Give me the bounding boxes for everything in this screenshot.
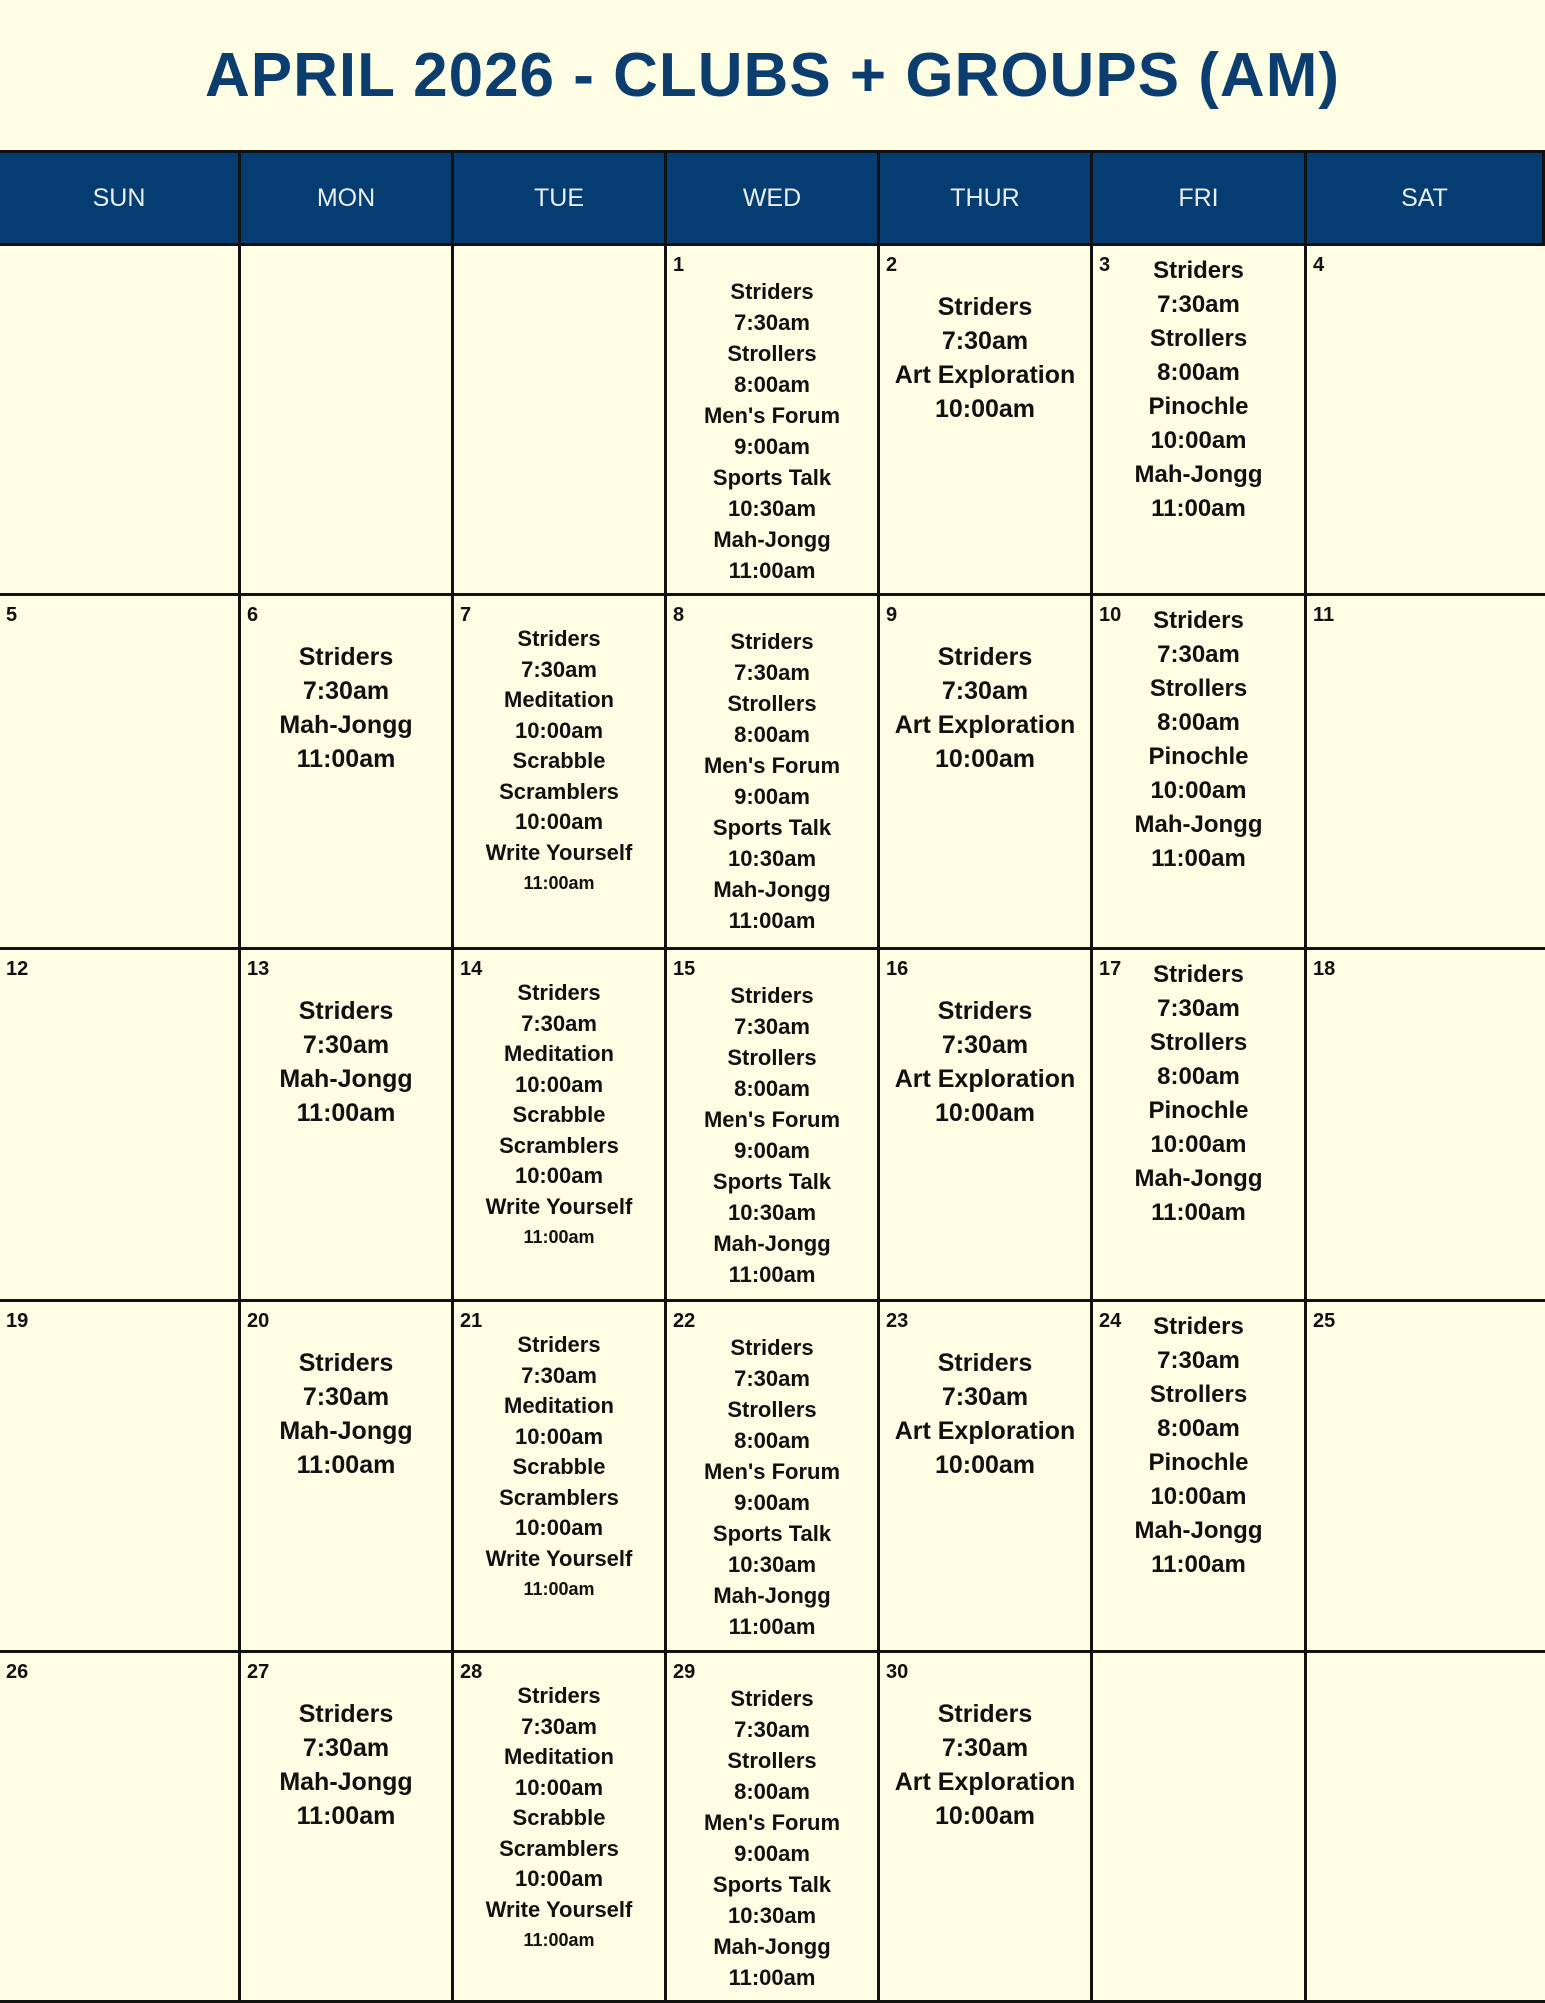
event-time: 11:00am bbox=[523, 873, 595, 893]
event-name: Pinochle bbox=[1148, 743, 1249, 770]
event-time: 11:00am bbox=[1151, 1199, 1246, 1226]
event-time: 10:00am bbox=[934, 1451, 1036, 1479]
event-name: Striders bbox=[730, 1335, 814, 1360]
event-list bbox=[667, 246, 877, 586]
event-name: Meditation bbox=[504, 1041, 614, 1066]
day-cell[interactable] bbox=[241, 596, 454, 950]
event-time: 10:00am bbox=[1150, 1131, 1247, 1158]
day-cell[interactable] bbox=[454, 246, 667, 596]
event-time: 10:00am bbox=[934, 745, 1036, 773]
event-time: 7:30am bbox=[941, 1734, 1029, 1762]
day-cell[interactable] bbox=[1093, 950, 1307, 1302]
event-time: 11:00am bbox=[1151, 495, 1246, 522]
date-number: 3 bbox=[1099, 254, 1111, 276]
event-time: 7:30am bbox=[521, 1362, 597, 1388]
event-time: 11:00am bbox=[296, 1099, 396, 1127]
day-header-wed: WED bbox=[667, 153, 880, 246]
day-cell[interactable] bbox=[1307, 1302, 1545, 1653]
day-cell[interactable] bbox=[880, 950, 1093, 1302]
day-cell[interactable] bbox=[667, 596, 880, 950]
event-name: Write Yourself bbox=[485, 839, 633, 865]
event-name: Mah-Jongg bbox=[713, 527, 831, 552]
event-time: 7:30am bbox=[521, 1713, 597, 1739]
event-time: 10:00am bbox=[514, 1423, 604, 1449]
event-time: 7:30am bbox=[302, 677, 390, 705]
event-list bbox=[880, 950, 1090, 1130]
date-number: 25 bbox=[1313, 1310, 1336, 1332]
day-header-tue: TUE bbox=[454, 153, 667, 246]
event-name: Mah-Jongg bbox=[1134, 1517, 1263, 1544]
day-cell[interactable] bbox=[241, 1302, 454, 1653]
event-time: 11:00am bbox=[296, 745, 396, 773]
day-cell[interactable] bbox=[1307, 246, 1545, 596]
event-time: 9:00am bbox=[734, 1138, 810, 1163]
date-number: 16 bbox=[886, 958, 909, 980]
event-name: Sports Talk bbox=[712, 465, 832, 490]
day-cell[interactable] bbox=[880, 1302, 1093, 1653]
event-time: 7:30am bbox=[1157, 641, 1240, 668]
day-cell[interactable] bbox=[241, 1653, 454, 2003]
event-name: Men's Forum bbox=[703, 1810, 841, 1835]
event-time: 7:30am bbox=[734, 310, 810, 335]
event-list bbox=[241, 596, 451, 776]
date-number: 11 bbox=[1313, 604, 1335, 626]
event-name: Pinochle bbox=[1148, 393, 1249, 420]
event-time: 8:00am bbox=[734, 722, 810, 747]
event-name: Striders bbox=[1153, 257, 1244, 284]
event-time: 10:00am bbox=[514, 1774, 604, 1800]
event-list bbox=[667, 950, 877, 1290]
event-name: Meditation bbox=[504, 1744, 614, 1769]
event-time: 11:00am bbox=[523, 1579, 595, 1599]
event-time: 11:00am bbox=[523, 1227, 595, 1247]
event-time: 7:30am bbox=[941, 1031, 1029, 1059]
event-name: Mah-Jongg bbox=[713, 1934, 831, 1959]
event-name: Scramblers bbox=[499, 1484, 619, 1510]
event-name: Art Exploration bbox=[894, 1768, 1076, 1796]
event-time: 7:30am bbox=[302, 1031, 390, 1059]
event-name: Meditation bbox=[504, 1393, 614, 1418]
event-list bbox=[241, 950, 451, 1130]
event-name: Mah-Jongg bbox=[1134, 1165, 1263, 1192]
event-list bbox=[454, 1302, 664, 1605]
day-cell[interactable] bbox=[0, 246, 241, 596]
date-number: 6 bbox=[247, 604, 259, 626]
event-list bbox=[667, 1653, 877, 1993]
event-name: Striders bbox=[517, 626, 601, 651]
event-name: Men's Forum bbox=[703, 753, 841, 778]
event-time: 7:30am bbox=[941, 1383, 1029, 1411]
event-name: Striders bbox=[517, 1683, 601, 1708]
event-name: Sports Talk bbox=[712, 1521, 832, 1546]
day-cell[interactable] bbox=[454, 1653, 667, 2003]
event-name: Striders bbox=[730, 629, 814, 654]
event-name: Strollers bbox=[1149, 325, 1248, 352]
event-name: Mah-Jongg bbox=[279, 711, 413, 739]
event-name: Art Exploration bbox=[894, 1417, 1076, 1445]
event-time: 7:30am bbox=[302, 1734, 390, 1762]
date-number: 14 bbox=[460, 958, 483, 980]
event-list bbox=[241, 1653, 451, 1833]
date-number: 19 bbox=[6, 1310, 29, 1332]
event-name: Striders bbox=[937, 1349, 1033, 1377]
date-number: 9 bbox=[886, 604, 898, 626]
day-cell[interactable] bbox=[667, 246, 880, 596]
day-cell[interactable] bbox=[880, 246, 1093, 596]
event-time: 7:30am bbox=[521, 1010, 597, 1036]
day-header-sat: SAT bbox=[1307, 153, 1545, 246]
event-name: Meditation bbox=[504, 687, 614, 712]
event-time: 11:00am bbox=[728, 1965, 816, 1990]
event-name: Scrabble bbox=[512, 1102, 606, 1127]
event-time: 9:00am bbox=[734, 434, 810, 459]
event-list bbox=[454, 596, 664, 899]
event-time: 9:00am bbox=[734, 1841, 810, 1866]
event-name: Pinochle bbox=[1148, 1449, 1249, 1476]
event-time: 8:00am bbox=[734, 1779, 810, 1804]
event-time: 11:00am bbox=[296, 1802, 396, 1830]
event-time: 11:00am bbox=[728, 558, 816, 583]
event-time: 10:30am bbox=[727, 1552, 817, 1577]
event-name: Striders bbox=[298, 1700, 394, 1728]
day-cell[interactable] bbox=[1093, 246, 1307, 596]
day-header-fri: FRI bbox=[1093, 153, 1307, 246]
event-time: 10:00am bbox=[514, 717, 604, 743]
event-name: Write Yourself bbox=[485, 1896, 633, 1922]
event-list bbox=[1093, 1302, 1304, 1582]
day-cell[interactable] bbox=[0, 1302, 241, 1653]
event-time: 7:30am bbox=[734, 1014, 810, 1039]
event-name: Art Exploration bbox=[894, 1065, 1076, 1093]
day-cell[interactable] bbox=[241, 950, 454, 1302]
event-time: 7:30am bbox=[1157, 995, 1240, 1022]
date-number: 22 bbox=[673, 1310, 696, 1332]
event-name: Strollers bbox=[1149, 1029, 1248, 1056]
event-time: 8:00am bbox=[734, 372, 810, 397]
day-header-mon: MON bbox=[241, 153, 454, 246]
event-time: 10:00am bbox=[1150, 1483, 1247, 1510]
date-number: 20 bbox=[247, 1310, 270, 1332]
day-cell[interactable] bbox=[241, 246, 454, 596]
event-name: Striders bbox=[298, 643, 394, 671]
event-list bbox=[241, 1302, 451, 1482]
event-time: 8:00am bbox=[1157, 709, 1240, 736]
event-list bbox=[667, 1302, 877, 1642]
day-cell[interactable] bbox=[454, 950, 667, 1302]
date-number: 17 bbox=[1099, 958, 1122, 980]
event-name: Scramblers bbox=[499, 778, 619, 804]
event-time: 11:00am bbox=[523, 1930, 595, 1950]
day-cell[interactable] bbox=[1307, 950, 1545, 1302]
day-cell[interactable] bbox=[454, 1302, 667, 1653]
event-time: 8:00am bbox=[734, 1076, 810, 1101]
event-name: Striders bbox=[1153, 607, 1244, 634]
event-name: Striders bbox=[298, 997, 394, 1025]
event-time: 7:30am bbox=[302, 1383, 390, 1411]
event-name: Write Yourself bbox=[485, 1193, 633, 1219]
day-cell[interactable] bbox=[1093, 1302, 1307, 1653]
date-number: 30 bbox=[886, 1661, 909, 1683]
event-list bbox=[880, 1653, 1090, 1833]
day-header-sun: SUN bbox=[0, 153, 241, 246]
date-number: 4 bbox=[1313, 254, 1325, 276]
date-number: 15 bbox=[673, 958, 696, 980]
day-cell[interactable] bbox=[1093, 1653, 1307, 2003]
event-time: 8:00am bbox=[1157, 359, 1240, 386]
day-cell[interactable] bbox=[880, 1653, 1093, 2003]
event-name: Strollers bbox=[727, 1748, 817, 1773]
event-time: 10:00am bbox=[514, 1071, 604, 1097]
event-name: Men's Forum bbox=[703, 1107, 841, 1132]
day-cell[interactable] bbox=[0, 1653, 241, 2003]
day-cell[interactable] bbox=[667, 1302, 880, 1653]
event-time: 7:30am bbox=[734, 1366, 810, 1391]
date-number: 12 bbox=[6, 958, 29, 980]
event-name: Striders bbox=[517, 980, 601, 1005]
event-list bbox=[880, 596, 1090, 776]
event-name: Mah-Jongg bbox=[713, 1231, 831, 1256]
event-time: 11:00am bbox=[728, 1614, 816, 1639]
date-number: 24 bbox=[1099, 1310, 1122, 1332]
event-time: 9:00am bbox=[734, 1490, 810, 1515]
event-name: Striders bbox=[730, 983, 814, 1008]
event-time: 10:00am bbox=[514, 1163, 604, 1188]
event-list bbox=[880, 1302, 1090, 1482]
event-name: Striders bbox=[517, 1332, 601, 1357]
event-name: Sports Talk bbox=[712, 815, 832, 840]
event-time: 10:00am bbox=[514, 1515, 604, 1540]
day-cell[interactable] bbox=[454, 596, 667, 950]
event-time: 7:30am bbox=[941, 327, 1029, 355]
event-time: 7:30am bbox=[941, 677, 1029, 705]
event-name: Strollers bbox=[727, 341, 817, 366]
event-time: 7:30am bbox=[1157, 1347, 1240, 1374]
date-number: 10 bbox=[1099, 604, 1122, 626]
date-number: 18 bbox=[1313, 958, 1336, 980]
day-cell[interactable] bbox=[1307, 596, 1545, 950]
event-name: Strollers bbox=[1149, 675, 1248, 702]
date-number: 8 bbox=[673, 604, 685, 626]
event-name: Strollers bbox=[1149, 1381, 1248, 1408]
event-name: Striders bbox=[937, 293, 1033, 321]
page-title: APRIL 2026 - CLUBS + GROUPS (AM) bbox=[205, 41, 1340, 110]
event-time: 11:00am bbox=[728, 908, 816, 933]
day-cell[interactable] bbox=[880, 596, 1093, 950]
event-name: Mah-Jongg bbox=[713, 1583, 831, 1608]
event-name: Sports Talk bbox=[712, 1872, 832, 1897]
event-time: 10:00am bbox=[1150, 427, 1247, 454]
date-number: 21 bbox=[460, 1310, 483, 1332]
date-number: 1 bbox=[673, 254, 685, 276]
event-time: 10:30am bbox=[727, 1200, 817, 1225]
event-name: Men's Forum bbox=[703, 403, 841, 428]
event-name: Scrabble bbox=[512, 1805, 606, 1830]
event-name: Write Yourself bbox=[485, 1545, 633, 1571]
event-list bbox=[667, 596, 877, 936]
event-name: Strollers bbox=[727, 691, 817, 716]
date-number: 27 bbox=[247, 1661, 270, 1683]
event-time: 10:00am bbox=[514, 1866, 604, 1891]
date-number: 13 bbox=[247, 958, 270, 980]
event-name: Striders bbox=[937, 1700, 1033, 1728]
event-name: Scrabble bbox=[512, 1454, 606, 1479]
date-number: 29 bbox=[673, 1661, 696, 1683]
event-name: Striders bbox=[730, 279, 814, 304]
event-time: 10:00am bbox=[934, 395, 1036, 423]
event-time: 7:30am bbox=[521, 656, 597, 682]
event-list bbox=[454, 1653, 664, 1956]
event-name: Art Exploration bbox=[894, 361, 1076, 389]
day-header-thur: THUR bbox=[880, 153, 1093, 246]
event-time: 10:30am bbox=[727, 1903, 817, 1928]
event-time: 8:00am bbox=[1157, 1063, 1240, 1090]
event-time: 8:00am bbox=[734, 1428, 810, 1453]
event-time: 11:00am bbox=[1151, 1551, 1246, 1578]
event-time: 11:00am bbox=[1151, 845, 1246, 872]
event-name: Striders bbox=[298, 1349, 394, 1377]
event-time: 10:00am bbox=[934, 1099, 1036, 1127]
event-name: Mah-Jongg bbox=[279, 1065, 413, 1093]
date-number: 7 bbox=[460, 604, 472, 626]
event-time: 10:00am bbox=[934, 1802, 1036, 1830]
event-time: 7:30am bbox=[734, 660, 810, 685]
event-name: Mah-Jongg bbox=[1134, 461, 1263, 488]
event-name: Scrabble bbox=[512, 748, 606, 773]
event-name: Scramblers bbox=[499, 1132, 619, 1158]
calendar-grid bbox=[0, 150, 1545, 2003]
event-list bbox=[1093, 950, 1304, 1230]
event-name: Sports Talk bbox=[712, 1169, 832, 1194]
event-name: Striders bbox=[937, 997, 1033, 1025]
day-cell[interactable] bbox=[1307, 1653, 1545, 2003]
event-time: 9:00am bbox=[734, 784, 810, 809]
day-cell[interactable] bbox=[667, 1653, 880, 2003]
event-time: 11:00am bbox=[296, 1451, 396, 1479]
date-number: 26 bbox=[6, 1661, 29, 1683]
event-time: 10:30am bbox=[727, 846, 817, 871]
event-name: Striders bbox=[937, 643, 1033, 671]
event-time: 7:30am bbox=[1157, 291, 1240, 318]
event-time: 8:00am bbox=[1157, 1415, 1240, 1442]
date-number: 28 bbox=[460, 1661, 483, 1683]
event-time: 10:00am bbox=[1150, 777, 1247, 804]
event-name: Strollers bbox=[727, 1397, 817, 1422]
day-cell[interactable] bbox=[667, 950, 880, 1302]
event-list bbox=[880, 246, 1090, 426]
event-name: Pinochle bbox=[1148, 1097, 1249, 1124]
event-time: 10:30am bbox=[727, 496, 817, 521]
event-name: Striders bbox=[730, 1686, 814, 1711]
event-name: Strollers bbox=[727, 1045, 817, 1070]
day-cell[interactable] bbox=[0, 596, 241, 950]
day-cell[interactable] bbox=[1093, 596, 1307, 950]
event-list bbox=[1093, 246, 1304, 526]
event-list bbox=[454, 950, 664, 1253]
date-number: 5 bbox=[6, 604, 18, 626]
date-number: 2 bbox=[886, 254, 898, 276]
event-name: Striders bbox=[1153, 1313, 1244, 1340]
event-name: Scramblers bbox=[499, 1835, 619, 1861]
event-time: 7:30am bbox=[734, 1717, 810, 1742]
event-name: Men's Forum bbox=[703, 1459, 841, 1484]
event-name: Mah-Jongg bbox=[279, 1417, 413, 1445]
event-time: 11:00am bbox=[728, 1262, 816, 1287]
event-name: Mah-Jongg bbox=[279, 1768, 413, 1796]
event-name: Striders bbox=[1153, 961, 1244, 988]
event-name: Mah-Jongg bbox=[1134, 811, 1263, 838]
event-time: 10:00am bbox=[514, 809, 604, 834]
date-number: 23 bbox=[886, 1310, 909, 1332]
event-name: Mah-Jongg bbox=[713, 877, 831, 902]
event-name: Art Exploration bbox=[894, 711, 1076, 739]
event-list bbox=[1093, 596, 1304, 876]
day-cell[interactable] bbox=[0, 950, 241, 1302]
